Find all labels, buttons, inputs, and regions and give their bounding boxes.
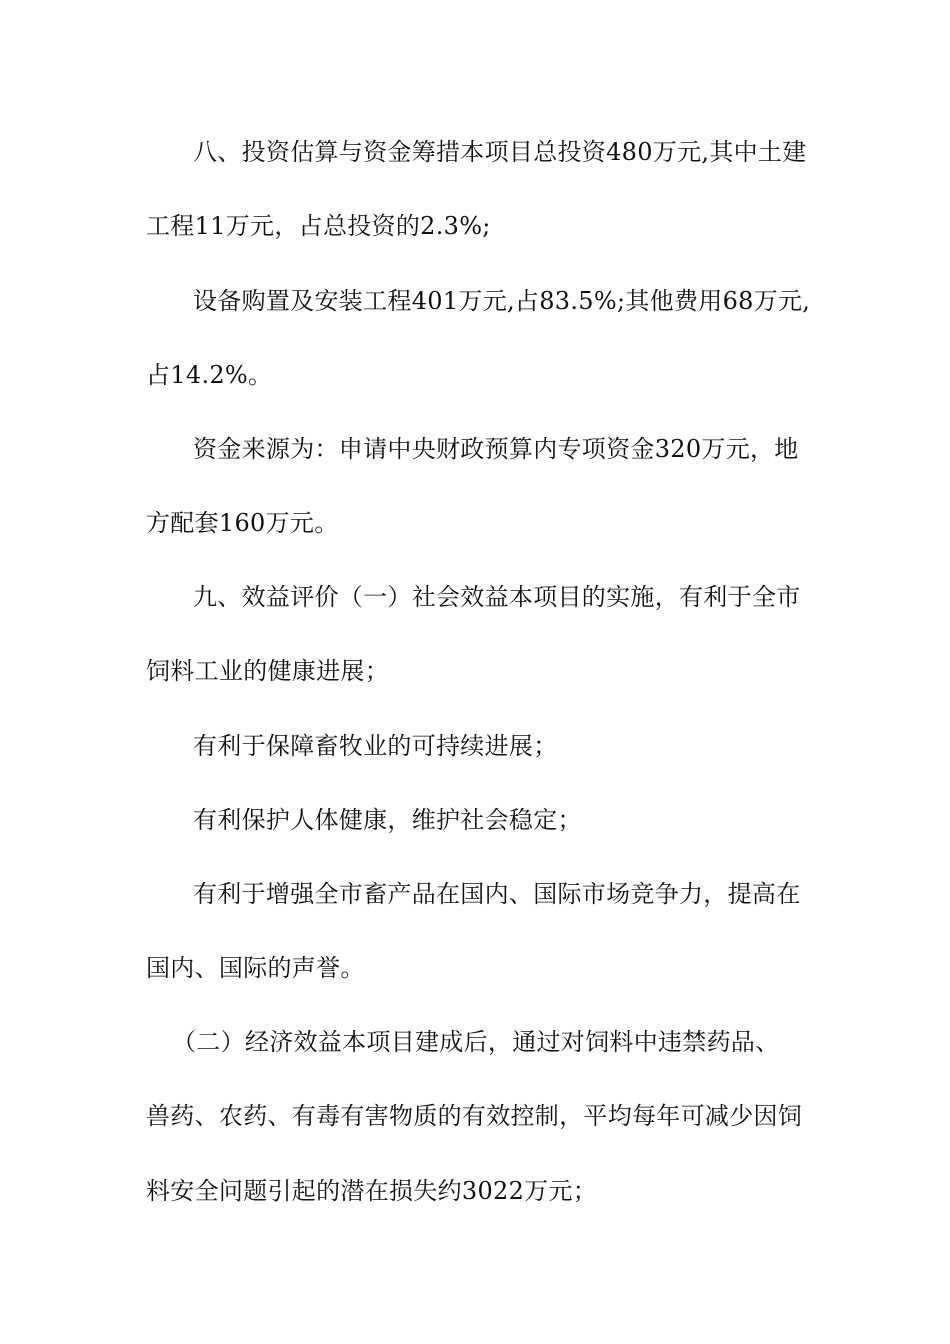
benefit-item-line: 有利于增强全市畜产品在国内、国际市场竞争力，提高在 [193,880,801,908]
section-8-heading-line: 八、投资估算与资金筹措本项目总投资480万元,其中土建 [193,138,807,166]
body-text-line: 饲料工业的健康进展； [146,657,389,685]
body-text-line: 工程11万元，占总投资的2.3%; [146,212,491,240]
funding-source-line: 资金来源为：申请中央财政预算内专项资金320万元，地 [193,435,799,463]
body-text-line: 方配套160万元。 [146,509,339,537]
benefit-item-line: 有利于保障畜牧业的可持续进展； [193,732,558,760]
benefit-item-line: 有利保护人体健康，维护社会稳定； [193,806,582,834]
economic-benefit-heading-line: （二）经济效益本项目建成后，通过对饲料中违禁药品、 [172,1028,780,1056]
body-text-line: 料安全问题引起的潜在损失约3022万元； [146,1177,598,1205]
section-9-heading-line: 九、效益评价（一）社会效益本项目的实施，有利于全市 [193,583,801,611]
body-text-line: 国内、国际的声誉。 [146,954,365,982]
body-text-line: 兽药、农药、有毒有害物质的有效控制，平均每年可减少因饲 [146,1102,803,1130]
body-text-line: 占14.2%。 [146,361,273,389]
body-text-line: 设备购置及安装工程401万元,占83.5%;其他费用68万元, [193,287,811,315]
